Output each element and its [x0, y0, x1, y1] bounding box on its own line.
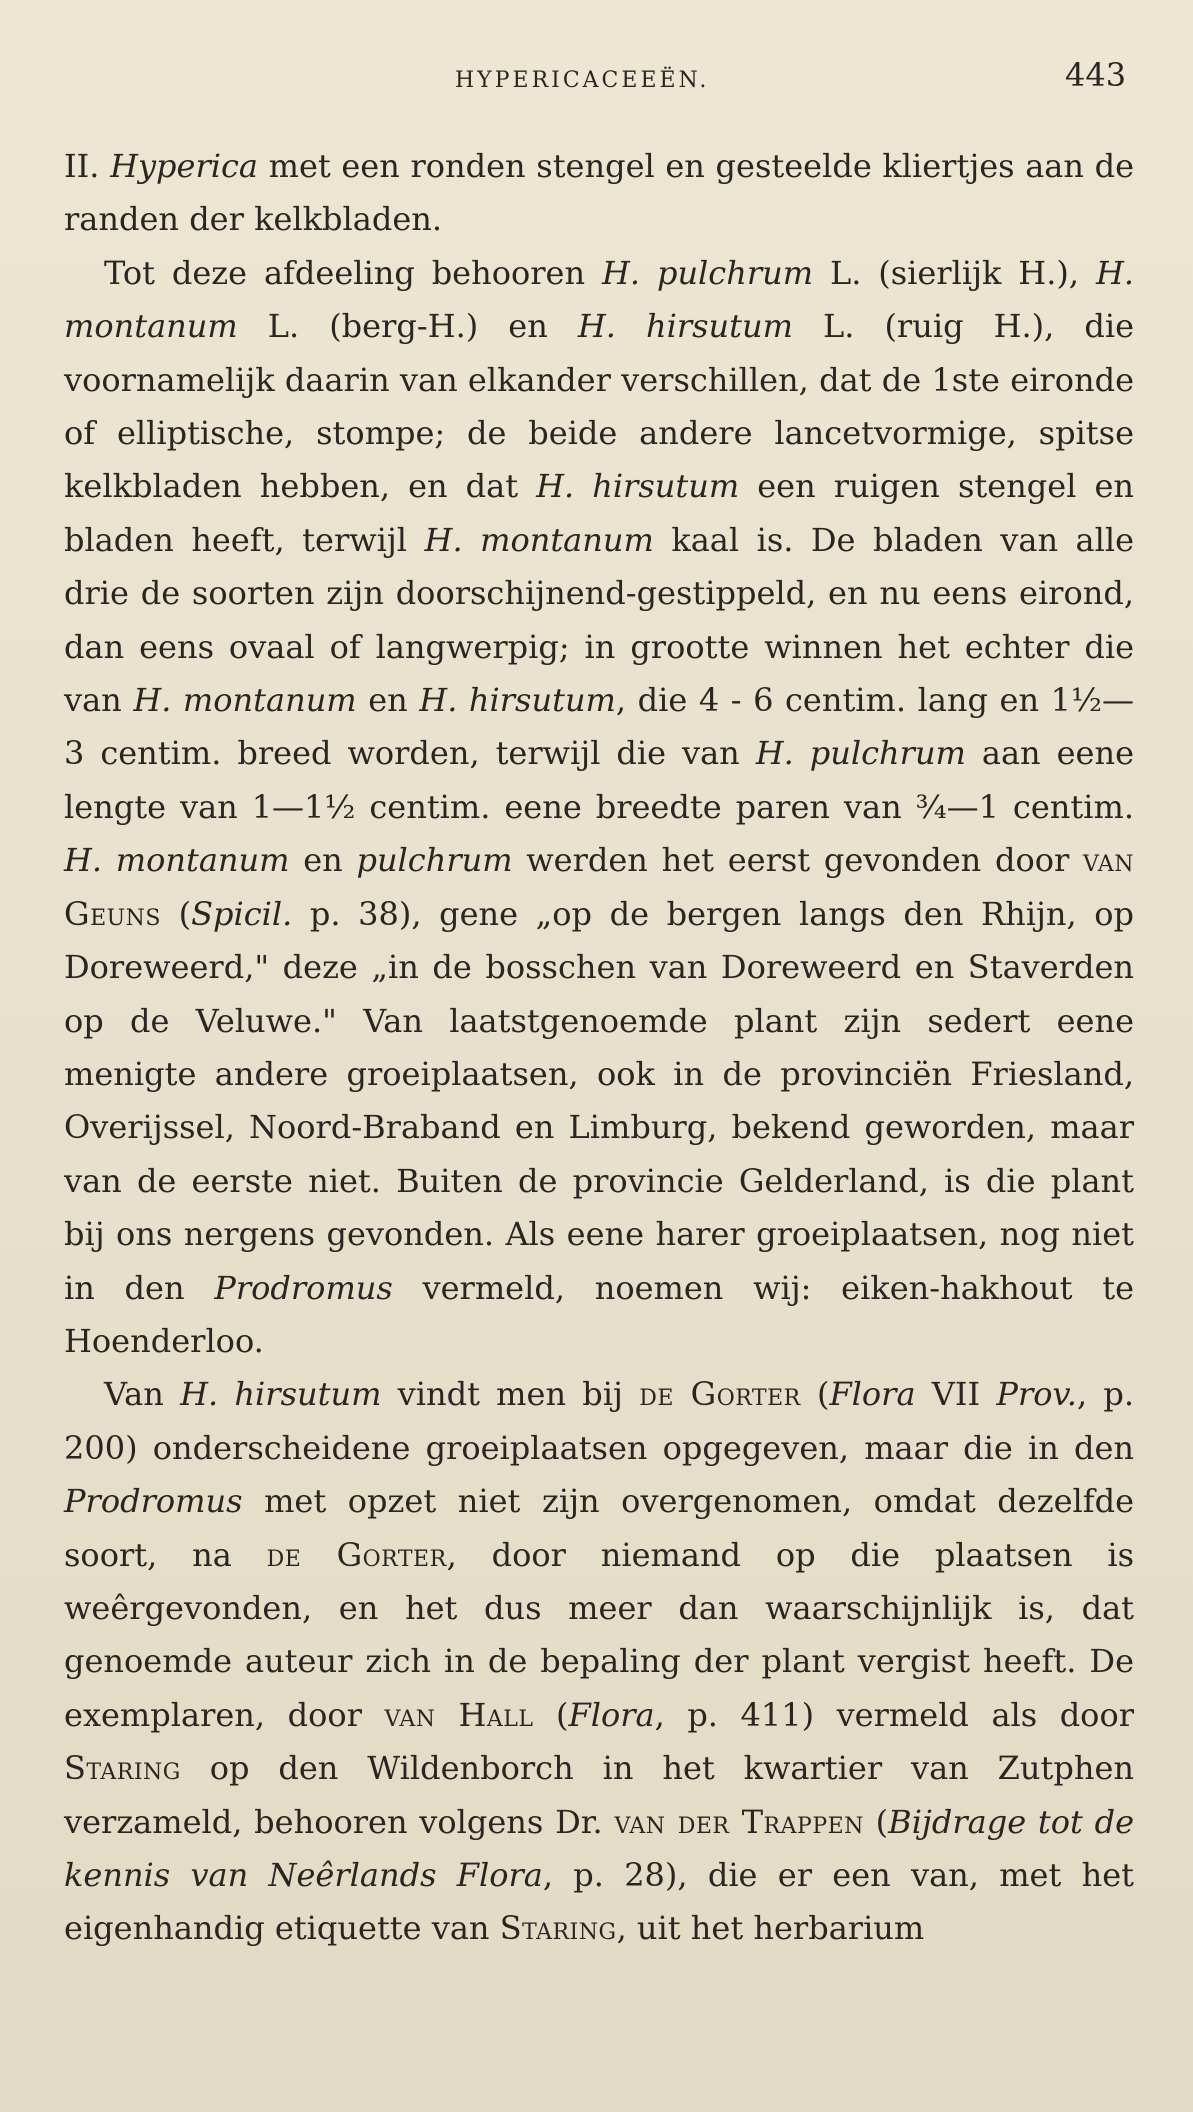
paragraph-1 [64, 140, 1134, 247]
small-caps-run: van Hall [384, 1695, 534, 1734]
italic-run: H. montanum [133, 681, 357, 720]
text-run: L. (berg-H.) en [237, 307, 578, 346]
text-run: kaal is. De bladen van alle drie de soorten zijn doorschijnend-gestippeld, en nu eens eirond, dan eens ovaal of langwerpig; in grootte winnen het echter die van [64, 520, 1135, 720]
text-run: vindt men bij [381, 1375, 640, 1414]
italic-run: Prov. [996, 1375, 1077, 1414]
italic-run: pulchrum [356, 841, 513, 880]
small-caps-run: van Geuns [64, 841, 1135, 933]
italic-run: H. hirsutum [536, 467, 740, 506]
italic-run: Prodromus [64, 1482, 243, 1521]
italic-run: Hyperica [110, 147, 258, 185]
text-run: , uit het herbarium [616, 1909, 925, 1948]
text-run: ( [800, 1375, 830, 1414]
italic-run: H. hirsutum [419, 681, 616, 720]
text-run: , p. 411) vermeld als door [654, 1695, 1135, 1734]
text-run: aan eene lengte van 1—1½ centim. eene breedte paren van ¾—1 centim. [64, 734, 1135, 826]
text-run: Van [104, 1375, 181, 1414]
italic-run: Flora [829, 1375, 916, 1414]
italic-run: H. hirsutum [577, 307, 793, 346]
italic-run: H. pulchrum [602, 253, 814, 292]
page-number: 443 [1065, 56, 1127, 94]
running-title: HYPERICACEEËN. [455, 68, 710, 93]
small-caps-run: de Gorter [639, 1375, 801, 1414]
italic-run: H. montanum [64, 841, 290, 880]
text-run: L. (ruig H.), die voornamelijk daarin van elkander verschillen, dat de 1ste eironde of elliptische, stompe; de beide andere lancetvormige, spitse kelkbladen hebben, en dat [64, 307, 1135, 506]
page-header [0, 52, 1193, 112]
italic-run: H. montanum [424, 520, 654, 559]
text-run: ( [160, 894, 192, 933]
text-run: op den Wildenborch in het kwartier van Zutphen verzameld, behooren volgens Dr. [64, 1749, 1134, 1841]
text-run: met opzet niet zijn overgenomen, omdat dezelfde soort, na [64, 1482, 1134, 1574]
small-caps-run: van der Trappen [614, 1802, 864, 1841]
paragraph-2 [64, 247, 1134, 1369]
text-run: L. (sierlijk H.), [813, 253, 1096, 292]
italic-run: H. montanum [64, 253, 1135, 346]
text-run: ( [533, 1695, 569, 1734]
text-run: II. [64, 147, 111, 185]
italic-run: H. pulchrum [755, 734, 966, 773]
small-caps-run: de Gorter [266, 1535, 447, 1574]
text-run: en [356, 681, 420, 720]
body-text [64, 140, 1134, 1956]
italic-run: H. hirsutum [180, 1375, 382, 1414]
text-run: ( [863, 1802, 889, 1841]
text-run: en [289, 841, 357, 880]
small-caps-run: Staring [64, 1749, 181, 1788]
text-run: , door niemand op die plaatsen is weêrgevonden, en het dus meer dan waarschijnlijk is, dat genoemde auteur zich in de bepaling der plant vergist heeft. De exemplaren, door [64, 1535, 1135, 1734]
italic-run: Bijdrage tot de kennis van Neêrlands Flora [64, 1802, 1135, 1894]
italic-run: Flora [568, 1695, 655, 1734]
text-run: p. 38), gene „op de bergen langs den Rhijn, op Doreweerd," deze „in de bosschen van Doreweerd en Staverden op de Veluwe." Van laatstgenoemde plant zijn sedert eene menigte andere groeiplaatsen, ook in de provinciën Friesland, Overijssel, Noord-Braband en Limburg, bekend geworden, maar van de eerste niet. Buiten de provincie Gelderland, is die plant bij ons nergens gevonden. Als eene harer groeiplaatsen, nog niet in den [64, 894, 1135, 1307]
italic-run: Spicil. [191, 894, 293, 933]
text-run: een ruigen stengel en bladen heeft, terwijl [64, 467, 1135, 559]
italic-run: Prodromus [214, 1268, 393, 1307]
small-caps-run: Staring [499, 1909, 617, 1948]
text-run: Tot deze afdeeling behooren [104, 253, 602, 292]
text-run: , p. 28), die er een van, met het eigenhandig etiquette van [64, 1856, 1135, 1948]
text-run: werden het eerst gevonden door [512, 841, 1083, 880]
text-run: , p. 200) onderscheidene groeiplaatsen opgegeven, maar die in den [64, 1375, 1135, 1467]
text-run: met een ronden stengel en gesteelde kliertjes aan de randen der kelkbladen. [64, 147, 1134, 239]
text-run: VII [915, 1375, 997, 1414]
text-run: , die 4 - 6 centim. lang en 1½—3 centim. breed worden, terwijl die van [64, 681, 1135, 773]
paragraph-3 [64, 1368, 1134, 1955]
text-run: vermeld, noemen wij: eiken-hakhout te Hoenderloo. [64, 1268, 1135, 1360]
